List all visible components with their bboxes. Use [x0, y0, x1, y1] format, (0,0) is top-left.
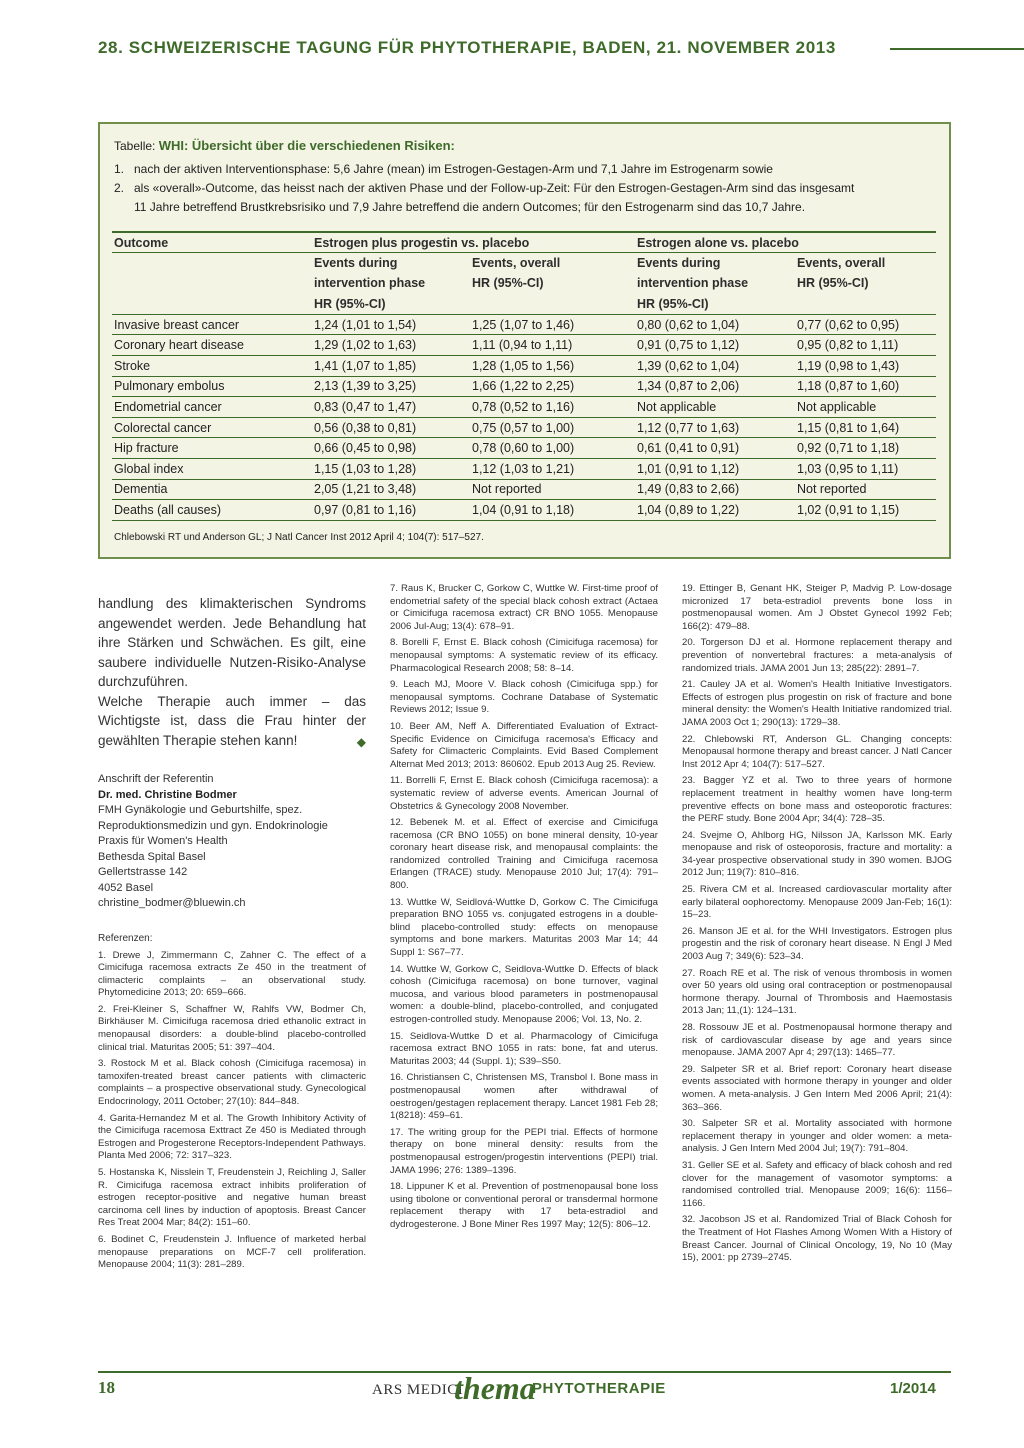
thema-logo: thema — [454, 1370, 536, 1406]
value-cell: 1,04 (0,89 to 1,22) — [635, 500, 795, 521]
value-cell: 2,13 (1,39 to 3,25) — [312, 376, 470, 397]
value-cell: 1,66 (1,22 to 2,25) — [470, 376, 635, 397]
header-rule — [890, 48, 1024, 50]
reference-item: 17. The writing group for the PEPI trial. Effects of hormone therapy on bone mineral density: results from the postmenopausal estrogen/progestin interventions (PEPI) trial. JAMA 1996; 276: 1389–1396. — [390, 1126, 658, 1176]
reference-list — [682, 583, 952, 1265]
reference-item: 30. Salpeter SR et al. Mortality associated with hormone replacement therapy in younger and older women: a meta-analysis. J Gen Intern Med 2004 Jul; 19(7): 791–804. — [682, 1118, 952, 1155]
value-cell: 1,28 (1,05 to 1,56) — [470, 356, 635, 377]
value-cell: 0,61 (0,41 to 0,91) — [635, 438, 795, 459]
reference-item: 1. Drewe J, Zimmermann C, Zahner C. The effect of a Cimicifuga racemosa extracts Ze 450 in the treatment of climacteric complaints – an observational study. Phytomedicine 2013; 20: 659–666. — [98, 949, 366, 999]
reference-item: 4. Garita-Hernandez M et al. The Growth Inhibitory Activity of the Cimicifuga racemosa Exttract Ze 450 is Mediated through Estrogen and Progesterone Receptors-Independent Pathways. Planta Med 2006; 72: 317–323. — [98, 1112, 366, 1162]
value-cell: 1,03 (0,95 to 1,11) — [795, 459, 936, 480]
outcome-cell: Deaths (all causes) — [112, 500, 312, 521]
reference-item: 9. Leach MJ, Moore V. Black cohosh (Cimicifuga spp.) for menopausal symptoms. Cochrane Database of Systematic Reviews 2012; Issue 9. — [390, 679, 658, 716]
outcome-cell: Hip fracture — [112, 438, 312, 459]
value-cell: 1,25 (1,07 to 1,46) — [470, 314, 635, 335]
address-line: FMH Gynäkologie und Geburtshilfe, spez. — [98, 804, 303, 816]
outcome-cell: Stroke — [112, 356, 312, 377]
reference-item: 22. Chlebowski RT, Anderson GL. Changing concepts: Menopausal hormone therapy and breast cancer. J Natl Cancer Inst 2012 Apr 4; 104(7): 517–527. — [682, 733, 952, 770]
subheader-cell: HR (95%-CI) — [312, 294, 470, 315]
outcome-cell: Pulmonary embolus — [112, 376, 312, 397]
reference-item: 8. Borelli F, Ernst E. Black cohosh (Cimicifuga racemosa) for menopausal symptoms: A systematic review of its efficacy. Pharmacological Research 2008; 58: 8–14. — [390, 637, 658, 674]
author-name: Dr. med. Christine Bodmer — [98, 788, 237, 801]
caption-prefix: Tabelle: — [114, 139, 159, 153]
reference-item: 3. Rostock M et al. Black cohosh (Cimicifuga racemosa) in tamoxifen-treated breast cancer patients with climacteric complaints – a prospective observational study. Gynecological Endocrinology, 2011 October; 27(10): 844–848. — [98, 1058, 366, 1108]
page-number: 18 — [98, 1378, 115, 1397]
value-cell: 0,56 (0,38 to 0,81) — [312, 417, 470, 438]
subheader-cell: HR (95%-CI) — [635, 294, 795, 315]
table-row — [112, 438, 936, 459]
body-paragraph: handlung des klimakterischen Syndroms angewendet werden. Jede Behandlung hat ihre Stärken und Schwächen. Es gilt, eine saubere individuelle Nutzen-Risiko-Analyse durchzuführen. — [98, 596, 366, 689]
subheader-cell: Events during — [314, 256, 398, 271]
outcome-cell: Global index — [112, 459, 312, 480]
value-cell: 1,02 (0,91 to 1,15) — [795, 500, 936, 521]
table-row — [112, 335, 936, 356]
value-cell: 0,80 (0,62 to 1,04) — [635, 314, 795, 335]
outcome-cell: Colorectal cancer — [112, 417, 312, 438]
value-cell: Not applicable — [635, 397, 795, 418]
value-cell: 0,97 (0,81 to 1,16) — [312, 500, 470, 521]
value-cell: 0,77 (0,62 to 0,95) — [795, 314, 936, 335]
value-cell: 0,75 (0,57 to 1,00) — [470, 417, 635, 438]
reference-item: 32. Jacobson JS et al. Randomized Trial of Black Cohosh for the Treatment of Hot Flashes Among Women With a History of Breast Cancer. Journal of Clinical Oncology, 19, No 10 (May 15), 2001: pp 2739–2745. — [682, 1214, 952, 1264]
subheader-cell: Events, overall — [797, 256, 886, 271]
value-cell: 1,01 (0,91 to 1,12) — [635, 459, 795, 480]
value-cell: 0,78 (0,60 to 1,00) — [470, 438, 635, 459]
subheader-cell: intervention phase — [314, 276, 426, 291]
address-line: Reproduktionsmedizin und gyn. Endokrinologie — [98, 819, 328, 832]
table-row — [112, 397, 936, 418]
note-text: als «overall»-Outcome, das heisst nach der aktiven Phase und der Follow-up-Zeit: Für den Estrogen-Gestagen-Arm sind das insgesamt — [134, 181, 855, 195]
reference-item: 27. Roach RE et al. The risk of venous thrombosis in women over 50 years old using oral contraception or postmenopausal hormone therapy. Journal of Thrombosis and Haemostasis 2013 Jan; 11,(1): 124–131. — [682, 967, 952, 1017]
header-outcome: Outcome — [112, 232, 312, 253]
subheader-cell — [470, 294, 635, 315]
value-cell: 0,83 (0,47 to 1,47) — [312, 397, 470, 418]
reference-item: 11. Borrelli F, Ernst E. Black cohosh (Cimicifuga racemosa): a systematic review of adverse events. American Journal of Obstetrics & Gynecology 2008 November. — [390, 775, 658, 812]
value-cell: Not reported — [795, 479, 936, 500]
reference-item: 10. Beer AM, Neff A. Differentiated Evaluation of Extract-Specific Evidence on Cimicifuga racemosa's Efficacy and Safety for Climacteric Complaints. Evid Based Complement Alternat Med 2013; 2013: 860602. Epub 2013 Aug 25. Review. — [390, 720, 658, 770]
caption-note — [114, 181, 854, 195]
note-text: nach der aktiven Interventionsphase: 5,6 Jahre (mean) im Estrogen-Gestagen-Arm und 7,1 Jahre im Estrogenarm sowie — [134, 162, 773, 176]
value-cell: 1,11 (0,94 to 1,11) — [470, 335, 635, 356]
table-row — [112, 314, 936, 335]
reference-item: 24. Svejme O, Ahlborg HG, Nilsson JA, Karlsson MK. Early menopause and risk of osteoporosis, fracture and mortality: a 34-year prospective observational study in 390 women. BJOG 2012 Jun; 119(7): 810–816. — [682, 829, 952, 879]
value-cell: 0,95 (0,82 to 1,11) — [795, 335, 936, 356]
reference-item: 16. Christiansen C, Christensen MS, Transbol I. Bone mass in postmenopausal women after withdrawal of oestrogen/gestagen replacement therapy. Lancet 1981 Feb 28; 1(8218): 459–61. — [390, 1072, 658, 1122]
value-cell: 0,92 (0,71 to 1,18) — [795, 438, 936, 459]
address-line: Praxis für Women's Health — [98, 835, 228, 847]
table-row — [112, 417, 936, 438]
reference-item: 12. Bebenek M. et al. Effect of exercise and Cimicifuga racemosa (CR BNO 1055) on bone mineral density, 10-year coronary heart disease risk, and menopausal complaints: the randomized controlled Training and Cimicifuga racemosa Erlangen (TRACE) study. Menopause 2010 Jul; 17(4): 791–800. — [390, 817, 658, 892]
value-cell: 1,04 (0,91 to 1,18) — [470, 500, 635, 521]
table-row — [112, 356, 936, 377]
outcome-cell: Coronary heart disease — [112, 335, 312, 356]
subheader-cell: HR (95%-CI) — [797, 276, 869, 291]
text-column-1 — [98, 594, 366, 1272]
address-line: 4052 Basel — [98, 881, 154, 894]
running-header — [98, 38, 1024, 58]
reference-item: 15. Seidlova-Wuttke D et al. Pharmacology of Cimicifuga racemosa extract BNO 1055 in rats: bone, fat and uterus. Maturitas 2003; 44 (Suppl. 1); S39–S50. — [390, 1030, 658, 1067]
subheader-cell: HR (95%-CI) — [472, 276, 544, 291]
value-cell: 0,78 (0,52 to 1,16) — [470, 397, 635, 418]
reference-item: 6. Bodinet C, Freudenstein J. Influence of marketed herbal menopause preparations on MCF-7 cell proliferation. Menopause 2004; 11(3): 281–289. — [98, 1233, 366, 1271]
note-number: 2. — [114, 181, 125, 195]
value-cell: 2,05 (1,21 to 3,48) — [312, 479, 470, 500]
end-mark-icon: ◆ — [356, 734, 366, 749]
table-row — [112, 479, 936, 500]
value-cell: 1,49 (0,83 to 2,66) — [635, 479, 795, 500]
subheader-cell: Events during — [637, 256, 721, 271]
ars-medici-logo: ARS MEDICI — [372, 1382, 464, 1398]
reference-item: 23. Bagger YZ et al. Two to three years of hormone replacement treatment in healthy women have long-term preventive effects on bone mass and osteoporotic fractures: the PERF study. Bone 2004 Apr; 34(4): 728–35. — [682, 775, 952, 825]
subheader-cell: intervention phase — [637, 276, 749, 291]
table-row — [112, 459, 936, 480]
address-line: Gellertstrasse 142 — [98, 866, 188, 878]
caption-note — [114, 162, 773, 176]
value-cell: 1,41 (1,07 to 1,85) — [312, 356, 470, 377]
reference-item: 13. Wuttke W, Seidlová-Wuttke D, Gorkow C. The Cimicifuga preparation BNO 1055 vs. conjugated estrogens in a double-blind placebo-controlled study: effects on menopause symptoms and bone markers. Maturitas 2003 Mar 14; 44 Suppl 1: S67–77. — [390, 896, 658, 959]
reference-item: 26. Manson JE et al. for the WHI Investigators. Estrogen plus progestin and the risk of coronary heart disease. N Engl J Med 2003 Aug 7; 349(6): 523–34. — [682, 925, 952, 963]
header-estrogen-alone: Estrogen alone vs. placebo — [635, 232, 936, 253]
value-cell: 1,18 (0,87 to 1,60) — [795, 376, 936, 397]
table-row — [112, 376, 936, 397]
value-cell: 1,19 (0,98 to 1,43) — [795, 356, 936, 377]
value-cell: Not applicable — [795, 397, 936, 418]
reference-item: 5. Hostanska K, Nisslein T, Freudenstein J, Reichling J, Saller R. Cimicifuga racemosa extract inhibits proliferation of estrogen receptor-positive and negative human breast carcinoma cell lines by induction of apoptosis. Breast Cancer Res Treat 2004 Mar; 84(2): 151–60. — [98, 1167, 366, 1229]
table-caption — [114, 138, 455, 153]
issue-number: 1/2014 — [890, 1380, 936, 1397]
table-subheader-row — [112, 253, 936, 274]
reference-item: 28. Rossouw JE et al. Postmenopausal hormone therapy and risk of cardiovascular disease by age and years since menopause. JAMA 2007 Apr 4; 297(13): 1465–77. — [682, 1022, 952, 1059]
address-label: Anschrift der Referentin — [98, 773, 214, 785]
section-title: PHYTOTHERAPIE — [532, 1380, 666, 1397]
body-paragraph-text: Welche Therapie auch immer – das Wichtigste ist, dass die Frau hinter der gewählten Therapie stehen kann! — [98, 693, 366, 748]
note-number: 1. — [114, 162, 125, 176]
reference-item: 29. Salpeter SR et al. Brief report: Coronary heart disease events associated with hormone therapy in younger and older women. A meta-analysis. J Gen Intern Med 2006 April; 21(4): 363–366. — [682, 1063, 952, 1113]
table-source: Chlebowski RT und Anderson GL; J Natl Cancer Inst 2012 April 4; 104(7): 517–527. — [114, 532, 484, 543]
subheader-cell: Events, overall — [472, 256, 561, 271]
author-address — [98, 772, 366, 912]
table-panel — [98, 122, 951, 559]
reference-item: 14. Wuttke W, Gorkow C, Seidlova-Wuttke D. Effects of black cohosh (Cimicifuga racemosa) on bone turnover, vaginal mucosa, and various blood parameters in postmenopausal women: a double-blind, placebo-controlled, and conjugated estrogen-controlled study. Menopause 2006; Vol. 13, No. 2. — [390, 963, 658, 1025]
header-title: 28. SCHWEIZERISCHE TAGUNG FÜR PHYTOTHERAPIE, BADEN, 21. NOVEMBER 2013 — [98, 38, 836, 57]
caption-title: WHI: Übersicht über die verschiedenen Risiken: — [158, 138, 455, 153]
reference-item: 20. Torgerson DJ et al. Hormone replacement therapy and prevention of nonvertebral fractures: a meta-analysis of randomized trials. JAMA 2001 Jun 13; 285(22): 2891–7. — [682, 637, 952, 674]
value-cell: 1,12 (0,77 to 1,63) — [635, 417, 795, 438]
table-subheader-row — [112, 273, 936, 294]
reference-item: 21. Cauley JA et al. Women's Health Initiative Investigators. Effects of estrogen plus progestin on risk of fracture and bone mineral density: the Women's Health Initiative randomized trial. JAMA 2003 Oct 1; 290(13): 1729–38. — [682, 679, 952, 728]
table-row — [112, 500, 936, 521]
address-line: Bethesda Spital Basel — [98, 850, 206, 863]
reference-item: 2. Frei-Kleiner S, Schaffner W, Rahlfs VW, Bodmer Ch, Birkhäuser M. Cimicifuga racemosa dried ethanolic extract in menopausal disorders: a double-blind placebo-controlled clinical trial. Maturitas 2005; 51: 397–404. — [98, 1003, 366, 1053]
reference-list — [390, 583, 658, 1232]
header-estrogen-progestin: Estrogen plus progestin vs. placebo — [312, 232, 635, 253]
value-cell: Not reported — [470, 479, 635, 500]
value-cell: 1,39 (0,62 to 1,04) — [635, 356, 795, 377]
outcome-cell: Dementia — [112, 479, 312, 500]
table-subheader-row — [112, 294, 936, 315]
journal-brand — [372, 1370, 692, 1418]
body-paragraph — [98, 692, 366, 751]
outcome-cell: Endometrial cancer — [112, 397, 312, 418]
value-cell: 1,15 (0,81 to 1,64) — [795, 417, 936, 438]
value-cell: 1,12 (1,03 to 1,21) — [470, 459, 635, 480]
subheader-cell — [795, 294, 936, 315]
value-cell: 1,24 (1,01 to 1,54) — [312, 314, 470, 335]
value-cell: 1,34 (0,87 to 2,06) — [635, 376, 795, 397]
references-label: Referenzen: — [98, 932, 153, 944]
caption-note — [134, 200, 805, 214]
value-cell: 0,91 (0,75 to 1,12) — [635, 335, 795, 356]
reference-item: 25. Rivera CM et al. Increased cardiovascular mortality after early bilateral oophorectomy. Menopause 2009 Jan-Feb; 16(1): 15–23. — [682, 884, 952, 921]
author-email[interactable]: christine_bodmer@bluewin.ch — [98, 897, 246, 909]
value-cell: 1,15 (1,03 to 1,28) — [312, 459, 470, 480]
value-cell: 1,29 (1,02 to 1,63) — [312, 335, 470, 356]
reference-item: 18. Lippuner K et al. Prevention of postmenopausal bone loss using tibolone or conventional peroral or transdermal hormone replacement therapy with 17 beta-estradiol and dydrogesterone. J Bone Miner Res 1997 May; 12(5): 806–12. — [390, 1181, 658, 1230]
reference-list — [98, 950, 366, 1272]
value-cell: 0,66 (0,45 to 0,98) — [312, 438, 470, 459]
reference-item: 7. Raus K, Brucker C, Gorkow C, Wuttke W. First-time proof of endometrial safety of the special black cohosh extract (Actaea or Cimicifuga racemosa extract) CR BNO 1055. Menopause 2006 Jul-Aug; 13(4): 678–91. — [390, 583, 658, 632]
reference-item: 31. Geller SE et al. Safety and efficacy of black cohosh and red clover for the management of vasomotor symptoms: a randomised controlled trial. Menopause 2009; 16(6): 1156–1166. — [682, 1159, 952, 1209]
outcome-cell: Invasive breast cancer — [112, 314, 312, 335]
table-header-row — [112, 232, 936, 253]
note-text: 11 Jahre betreffend Brustkrebsrisiko und 7,9 Jahre betreffend die andern Outcomes; für den Estrogenarm sind das 10,7 Jahre. — [134, 200, 806, 214]
risk-table — [112, 231, 936, 521]
reference-item: 19. Ettinger B, Genant HK, Steiger P, Madvig P. Low-dosage micronized 17 beta-estradiol prevents bone loss in postmenopausal women. Am J Obstet Gynecol 1992 Feb; 166(2): 479–88. — [682, 583, 952, 632]
